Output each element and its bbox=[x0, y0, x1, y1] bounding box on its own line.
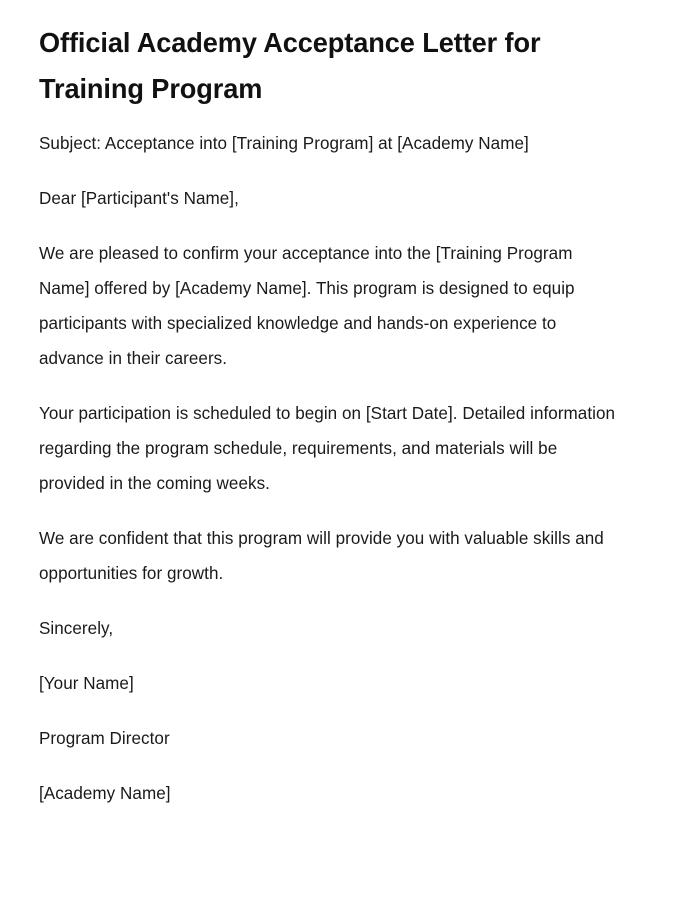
signature-name: [Your Name] bbox=[39, 673, 134, 693]
body-paragraph-confidence: We are confident that this program will provide you with valuable skills and opportunities for growth. bbox=[39, 528, 604, 583]
page-title: Official Academy Acceptance Letter for Training Program bbox=[39, 27, 541, 104]
body-paragraph-schedule: Your participation is scheduled to begin on [Start Date]. Detailed information regarding the program schedule, requirements, and materials will be provided in the coming weeks. bbox=[39, 403, 616, 493]
signature-title: Program Director bbox=[39, 728, 170, 748]
closing: Sincerely, bbox=[39, 618, 114, 638]
salutation: Dear [Participant's Name], bbox=[39, 188, 239, 208]
subject-line: Subject: Acceptance into [Training Program] at [Academy Name] bbox=[39, 133, 529, 153]
body-paragraph-acceptance: We are pleased to confirm your acceptance into the [Training Program Name] offered by [Academy Name]. This program is designed to equip participants with specialized knowledge and hands-on experience to advance in their careers. bbox=[39, 243, 575, 368]
letter-body bbox=[39, 126, 639, 811]
signature-organization: [Academy Name] bbox=[39, 783, 171, 803]
